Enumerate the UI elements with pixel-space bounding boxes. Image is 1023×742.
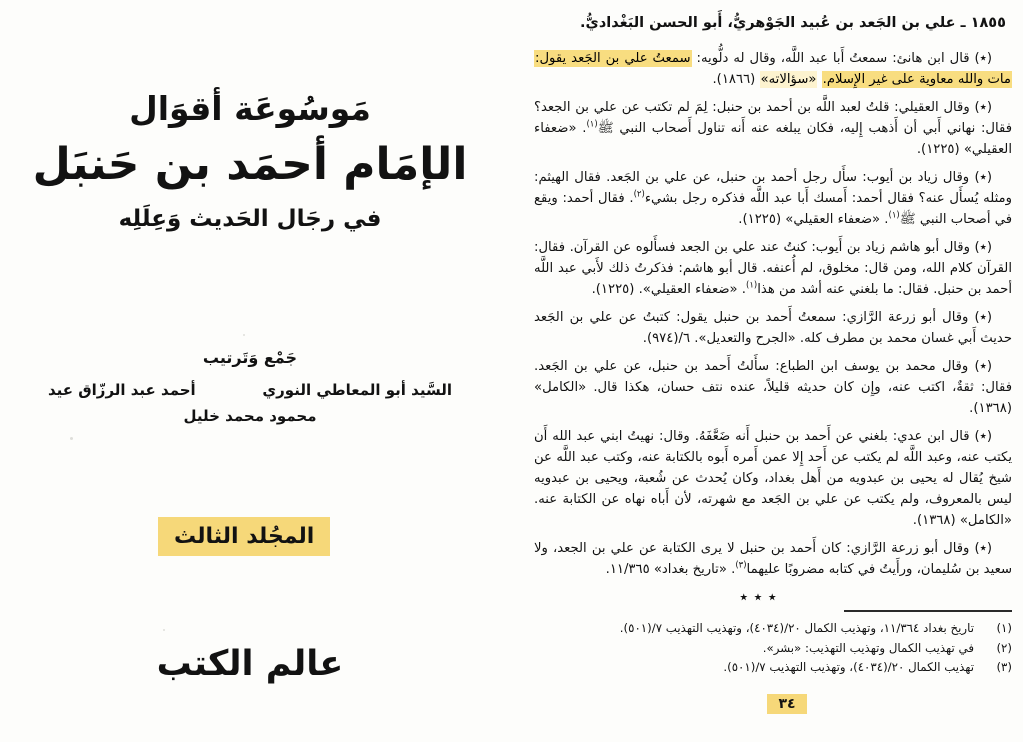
footnotes bbox=[534, 619, 1012, 678]
text-run: (٭) وقال أبو زرعة الرَّازي: كان أَحمد بن حنبل لا يرى الكتابة عن علي بن الجعد، ولا سعيد بن سُليمان، ورأَيتُ في كتابه مضروبًا عليهما bbox=[534, 541, 1012, 578]
text-run: (٭) وقال أبو هاشم زياد بن أَيوب: كنتُ عند علي بن الجعد فسأَلوه عن القرآن. فقال: القرآن كلام الله، ومن قال: مخلوق، لم أُعنفه. قال أبو هاشم: فذكرتُ ذلك لأَبي عبد اللَّه أحمد بن حنبل. فقال: ما بلغني عنه أشد من هذا bbox=[534, 240, 1012, 298]
footnote bbox=[534, 619, 1012, 639]
footnote-ref: (١) bbox=[746, 280, 758, 291]
paragraph bbox=[534, 307, 1012, 349]
text-run: . «ضعفاء العقيلي». (١٢٢٥). bbox=[591, 282, 746, 298]
paragraph bbox=[534, 356, 1012, 419]
entry-heading: ١٨٥٥ ـ علي بن الجَعد بن عُبيد الجَوْهريُّ، أَبو الحسن البَغْداديُّ. bbox=[580, 15, 1006, 31]
compiled-by-label: جَمْع وَتَرتيب bbox=[202, 348, 298, 367]
publisher-logo: عالم الكتب bbox=[156, 644, 344, 684]
footnote-ref: (٣) bbox=[735, 560, 747, 571]
page-number: ٣٤ bbox=[767, 694, 806, 714]
footnote-number: (٢) bbox=[996, 640, 1012, 655]
book-title bbox=[14, 86, 486, 237]
book-title-line3: في رجَال الحَديث وَعِلَلِه bbox=[118, 206, 382, 233]
book-title-line1: مَوسُوعَة أقوَال bbox=[129, 89, 371, 128]
footnote bbox=[534, 658, 1012, 678]
text-run: (٭) وقال أبو زرعة الرَّازي: سمعتُ أَحمد بن حنبل يقول: كتبتُ عن علي بن الجَعد حديث أَبي غسان محمد بن مطرف كله. «الجرح والتعديل». ٦/(٩٧٤). bbox=[534, 310, 1012, 347]
footnote-ref: (٢) bbox=[633, 189, 645, 200]
text-run: . «تاريخ بغداد» ١١/٣٦٥. bbox=[605, 562, 736, 578]
compiler-name-left: أحمد عبد الرزّاق عيد bbox=[48, 381, 196, 399]
footnote-divider bbox=[844, 610, 1012, 612]
byline-block bbox=[40, 348, 460, 425]
scan-speckle bbox=[163, 629, 165, 631]
text-run: (٭) قال ابن عدي: بلغني عن أَحمد بن حنبل أَنه ضَعَّفَهُ. وقال: نهيتُ ابني عبد الله أَن يكتب عنه، وعبد اللَّه لم يكتب عن أَحد إِلا عمن أَمره أَبوه بالكتابة عنه، وكتب عبد اللَّه عن شيخ يُقال له يحيى بن عبدويه من أَهل بغداد، وكان يُحدث عن شُعبة، ويحيى بن عبدويه ليس بالمعروف، ولم يكتب عن علي بن الجَعد مع شهرته، لأن أَباه نهاه عن الكتابة عنه. «الكامل» (١٣٦٨). bbox=[534, 429, 1012, 529]
paragraph bbox=[534, 97, 1012, 160]
text-run: (٭) وقال العقيلي: قلتُ لعبد اللَّه بن أحمد بن حنبل: لِمَ لم تكتب عن علي بن الجعد؟ فقال: نهاني أَبي أن أَذهب إِليه، فكان يبلغه عنه أَنه تناول أَصحاب النبي ﷺ bbox=[534, 100, 1013, 137]
paragraph bbox=[534, 237, 1012, 300]
footnote-number: (٣) bbox=[996, 660, 1012, 675]
footnote-text: في تهذيب الكمال وتهذيب التهذيب: «بشر». bbox=[762, 640, 974, 655]
footnote-ref: (١) bbox=[586, 119, 598, 130]
footnote-ref: (١) bbox=[888, 210, 900, 221]
footnote bbox=[534, 639, 1012, 659]
section-separator: ٭ ٭ ٭ bbox=[739, 587, 777, 607]
text-run: (٭) قال ابن هانئ: سمعتُ أَبا عبد اللَّه، وقال له دلُّويه: bbox=[691, 51, 992, 67]
text-run: . فقال أحمد: ويقع في أصحاب النبي ﷺ bbox=[534, 191, 1012, 228]
text-run: (٭) وقال زياد بن أيوب: سأَل رجل أحمد بن حنبل، عن علي بن الجَعد. فقال الهيثم: ومثله يُسأَل عنه؟ فقال أحمد: أَمسك أَبا عبد اللَّه فذكره رجل بشيء bbox=[534, 170, 1012, 207]
scan-speckle bbox=[70, 437, 73, 440]
text-run: (٭) وقال محمد بن يوسف ابن الطباع: سأَلتُ أَحمد بن حنبل، عن علي بن الجَعد. فقال: ثقةٌ، اكتب عنه، وإِن كان حديثه قليلاً، عنده نتف حسان، هكذا قال. «الكامل» (١٣٦٨). bbox=[534, 359, 1012, 417]
text-page bbox=[534, 12, 1012, 714]
paragraph bbox=[534, 167, 1012, 230]
paragraph bbox=[534, 48, 1012, 90]
scan-speckle bbox=[243, 334, 245, 336]
text-run: . «ضعفاء العقيلي» (١٢٢٥). bbox=[738, 212, 889, 228]
compiler-name-right: السَّيد أبو المعاطي النوري bbox=[262, 381, 452, 399]
footnote-text: تهذيب الكمال ٢٠/(٤٠٣٤)، وتهذيب التهذيب ٧/(٥٠١). bbox=[723, 660, 974, 675]
compiler-name-center: محمود محمد خليل bbox=[183, 407, 317, 425]
paragraphs bbox=[534, 48, 1012, 580]
footnote-text: تاريخ بغداد ١١/٣٦٤، وتهذيب الكمال ٢٠/(٤٠٣٤)، وتهذيب التهذيب ٧/(٥٠١). bbox=[619, 621, 974, 636]
highlighted-text: سمعتُ علي بن الجَعد يقول: مات والله معاوية على غير الإِسلام. bbox=[535, 51, 1011, 88]
book-title-line2: الإمَام أحمَد بن حَنبَل bbox=[32, 139, 468, 191]
paragraph bbox=[534, 538, 1012, 580]
highlighted-citation: «سؤالاته» bbox=[760, 72, 817, 88]
text-run: . «ضعفاء العقيلي» (١٢٢٥). bbox=[534, 121, 1012, 158]
compilers-row bbox=[48, 381, 452, 399]
volume-badge: المجُلد الثالث bbox=[158, 517, 330, 556]
paragraph bbox=[534, 426, 1012, 531]
footnote-number: (١) bbox=[996, 621, 1012, 636]
text-run: (١٨٦٦). bbox=[712, 72, 760, 88]
